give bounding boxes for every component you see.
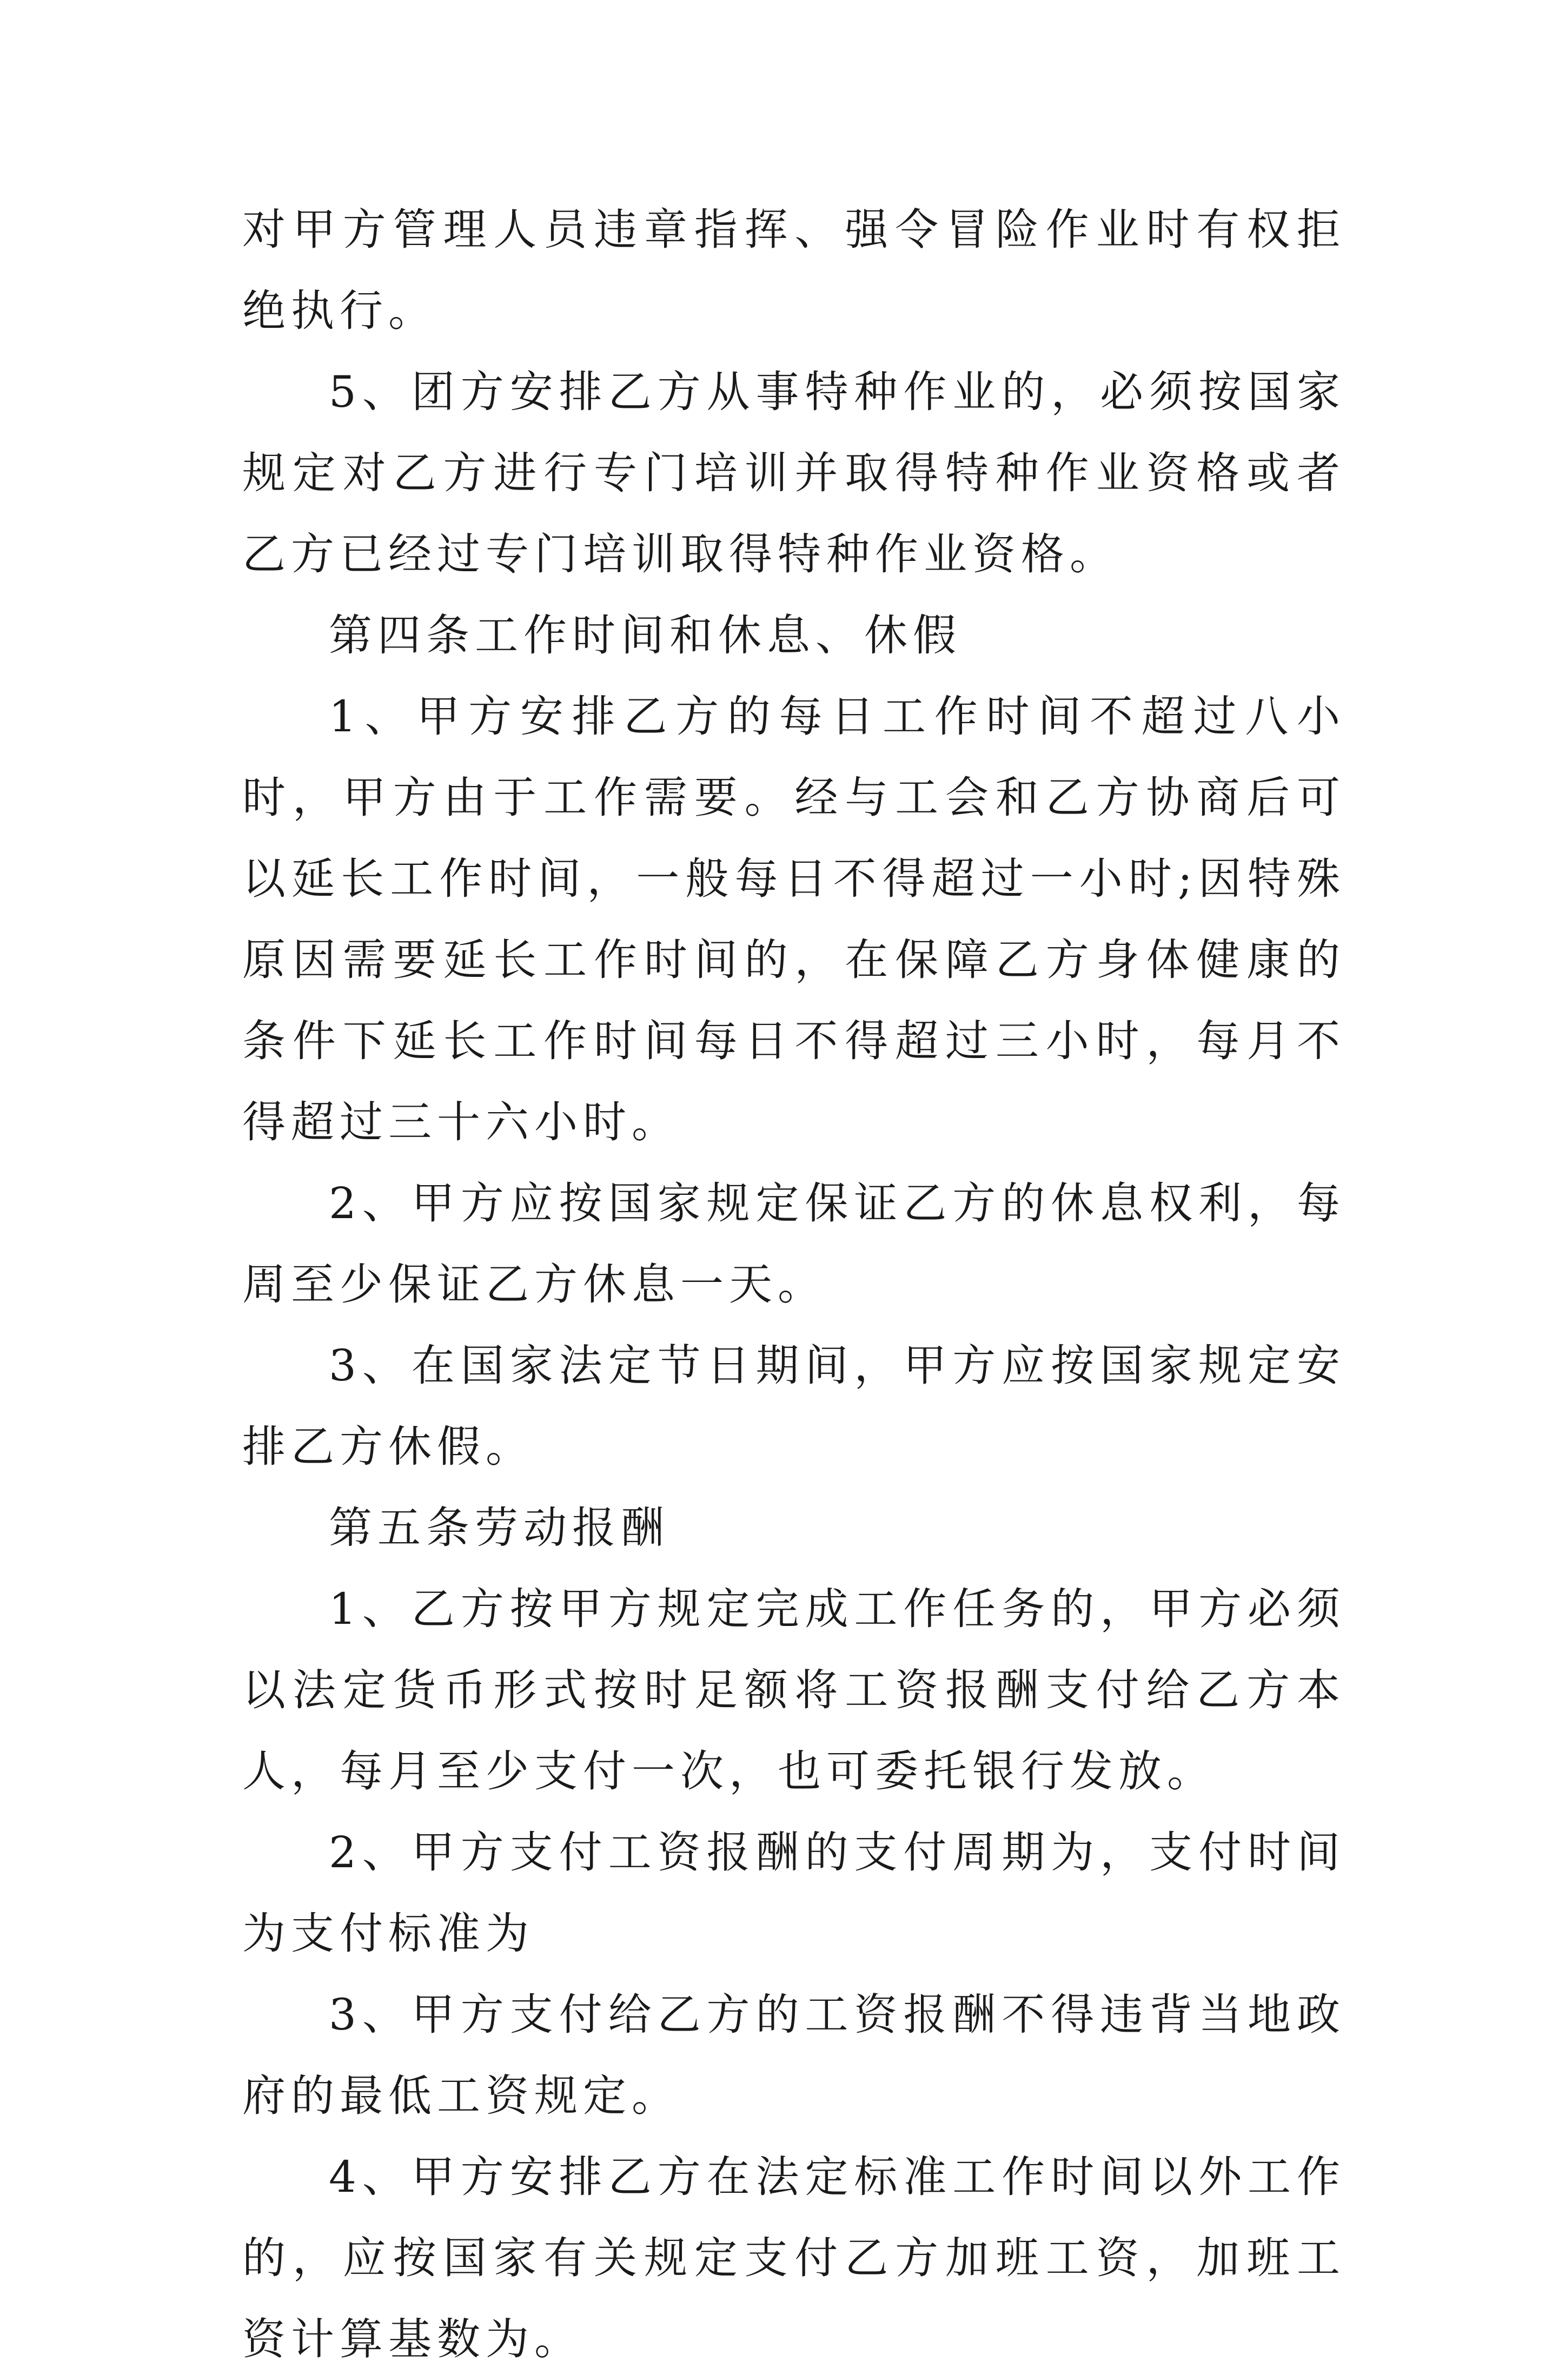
paragraph-continuation: 对甲方管理人员违章指挥、强令冒险作业时有权拒绝执行。 xyxy=(242,204,1345,336)
paragraph-work-hours-2: 2、甲方应按国家规定保证乙方的休息权利，每周至少保证乙方休息一天。 xyxy=(242,1178,1345,1310)
section-heading-article-5: 第五条劳动报酬 xyxy=(329,1503,669,1553)
paragraph-work-hours-3: 3、在国家法定节日期间，甲方应按国家规定安排乙方休假。 xyxy=(242,1340,1345,1472)
paragraph-pay-1: 1、乙方按甲方规定完成工作任务的，甲方必须以法定货币形式按时足额将工资报酬支付给乙方本人，每月至少支付一次，也可委托银行发放。 xyxy=(242,1584,1345,1796)
paragraph-pay-2: 2、甲方支付工资报酬的支付周期为，支付时间为支付标准为 xyxy=(242,1827,1345,1959)
section-heading-article-4: 第四条工作时间和休息、休假 xyxy=(329,610,961,660)
paragraph-pay-4: 4、甲方安排乙方在法定标准工作时间以外工作的，应按国家有关规定支付乙方加班工资，加班工资计算基数为。 xyxy=(242,2152,1345,2364)
document-body xyxy=(242,189,1345,2380)
paragraph-pay-3: 3、甲方支付给乙方的工资报酬不得违背当地政府的最低工资规定。 xyxy=(242,1989,1345,2121)
paragraph-work-hours-1: 1、甲方安排乙方的每日工作时间不超过八小时，甲方由于工作需要。经与工会和乙方协商后可以延长工作时间，一般每日不得超过一小时;因特殊原因需要延长工作时间的，在保障乙方身体健康的条件下延长工作时间每日不得超过三小时，每月不得超过三十六小时。 xyxy=(242,691,1345,1147)
paragraph-clause-5: 5、团方安排乙方从事特种作业的，必须按国家规定对乙方进行专门培训并取得特种作业资格或者乙方已经过专门培训取得特种作业资格。 xyxy=(242,367,1345,579)
